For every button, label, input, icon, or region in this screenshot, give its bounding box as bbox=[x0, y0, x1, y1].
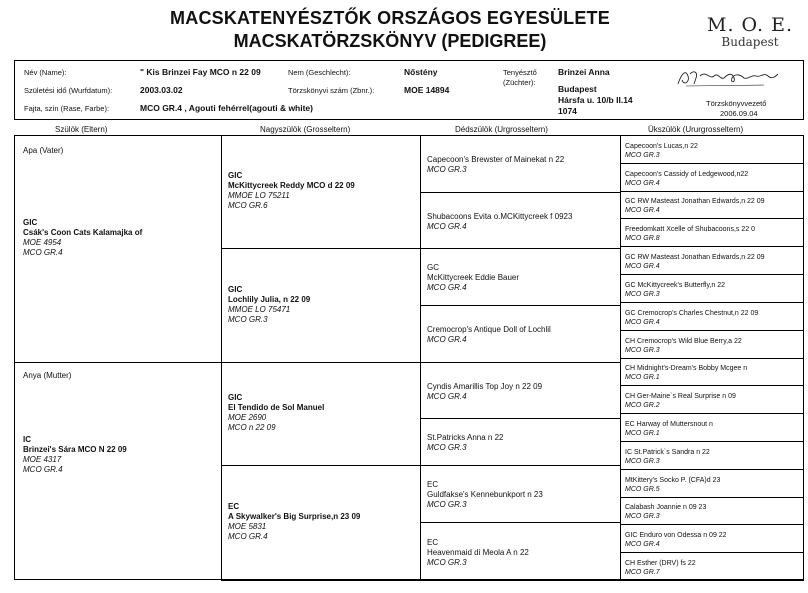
greatgreatgrandparent-entry bbox=[625, 197, 765, 215]
greatgreatgrandparent-cell bbox=[620, 469, 804, 498]
father-title: GIC bbox=[23, 218, 38, 227]
greatgrandparent-breed: MCO GR.4 bbox=[427, 222, 467, 231]
grandparent-cell bbox=[221, 248, 421, 363]
breeder-label-de: (Züchter): bbox=[503, 78, 536, 87]
greatgreatgrandparent-cell bbox=[620, 191, 804, 219]
greatgreatgrandparent-name: GC RW Masteast Jonathan Edwards,n 22 09 bbox=[625, 254, 765, 261]
logo-main: M. O. E. bbox=[707, 14, 793, 36]
grandparent-name: McKittycreek Reddy MCO d 22 09 bbox=[228, 181, 355, 190]
greatgreatgrandparent-name: MtKittery's Socko P. (CFA)d 23 bbox=[625, 477, 721, 484]
greatgreatgrandparent-cell bbox=[620, 218, 804, 247]
greatgrandparent-cell bbox=[420, 465, 621, 523]
mother-title: IC bbox=[23, 435, 31, 444]
col-greatgrandparents: Dédszülök (Urgrosseltern) bbox=[455, 125, 548, 134]
greatgreatgrandparent-entry bbox=[625, 253, 765, 271]
greatgreatgrandparent-breed: MCO GR.1 bbox=[625, 430, 660, 437]
greatgreatgrandparent-entry bbox=[625, 309, 758, 327]
greatgreatgrandparent-name: GIC Enduro von Odessa n 09 22 bbox=[625, 532, 727, 539]
father-name: Csák's Coon Cats Kalamajka of bbox=[23, 228, 143, 237]
grandparent-entry bbox=[228, 502, 360, 542]
greatgreatgrandparent-cell bbox=[620, 413, 804, 442]
grandparent-name: A Skywalker's Big Surprise,n 23 09 bbox=[228, 512, 361, 521]
reg-label: Törzskönyvi szám (Zbnr.): bbox=[288, 86, 375, 95]
signature-icon bbox=[672, 66, 782, 90]
breeder-zip: 1074 bbox=[558, 106, 577, 116]
greatgrandparent-title: EC bbox=[427, 480, 439, 489]
greatgreatgrandparent-breed: MCO GR.3 bbox=[625, 347, 660, 354]
father-cell bbox=[14, 135, 222, 363]
father-entry bbox=[23, 218, 142, 258]
breeder-street: Hársfa u. 10/b II.14 bbox=[558, 95, 633, 105]
greatgrandparent-name: Capecoon's Brewster of Mainekat n 22 bbox=[427, 155, 565, 164]
col-grandparents: Nagyszülök (Grosseltern) bbox=[260, 125, 351, 134]
grandparent-breed: MCO GR.6 bbox=[228, 201, 268, 210]
association-title: MACSKATENYÉSZTŐK ORSZÁGOS EGYESÜLETE bbox=[170, 8, 610, 28]
greatgreatgrandparent-entry bbox=[625, 559, 696, 577]
greatgrandparent-name: Guldfakse's Kennebunkport n 23 bbox=[427, 490, 543, 499]
greatgrandparent-entry bbox=[427, 538, 529, 568]
greatgreatgrandparent-breed: MCO GR.2 bbox=[625, 402, 660, 409]
logo-sub: Budapest bbox=[721, 35, 779, 49]
greatgrandparent-entry bbox=[427, 480, 543, 510]
breeder-name: Brinzei Anna bbox=[558, 67, 610, 77]
greatgreatgrandparent-cell bbox=[620, 441, 804, 470]
sex-value: Nőstény bbox=[404, 67, 438, 77]
birth-label: Születési idő (Wurfdatum): bbox=[24, 86, 113, 95]
greatgrandparent-breed: MCO GR.3 bbox=[427, 558, 467, 567]
greatgreatgrandparent-entry bbox=[625, 142, 698, 160]
grandparent-reg: MMOE LO 75471 bbox=[228, 305, 291, 314]
greatgreatgrandparent-entry bbox=[625, 392, 736, 410]
greatgreatgrandparent-cell bbox=[620, 385, 804, 414]
greatgrandparent-cell bbox=[420, 522, 621, 581]
greatgreatgrandparent-entry bbox=[625, 420, 713, 438]
greatgrandparent-entry bbox=[427, 212, 572, 232]
greatgreatgrandparent-name: IC St.Patrick`s Sandra n 22 bbox=[625, 449, 710, 456]
greatgrandparent-entry bbox=[427, 263, 519, 293]
greatgreatgrandparent-breed: MCO GR.4 bbox=[625, 541, 660, 548]
greatgreatgrandparent-name: CH Midnight's-Dream's Bobby Mcgee n bbox=[625, 365, 748, 372]
grandparent-reg: MOE 2690 bbox=[228, 413, 267, 422]
moe-logo bbox=[700, 14, 800, 49]
breeder-label: Tenyésztő bbox=[503, 68, 537, 77]
grandparent-name: Lochlily Julia, n 22 09 bbox=[228, 295, 311, 304]
pedigree-title: MACSKATÖRZSKÖNYV (PEDIGREE) bbox=[233, 31, 547, 51]
greatgreatgrandparent-breed: MCO GR.4 bbox=[625, 263, 660, 270]
greatgreatgrandparent-entry bbox=[625, 170, 748, 188]
greatgreatgrandparent-breed: MCO GR.5 bbox=[625, 486, 660, 493]
greatgreatgrandparent-name: Capecoon's Lucas,n 22 bbox=[625, 143, 698, 150]
greatgreatgrandparent-name: GC RW Masteast Jonathan Edwards,n 22 09 bbox=[625, 198, 765, 205]
greatgreatgrandparent-entry bbox=[625, 503, 706, 521]
greatgreatgrandparent-cell bbox=[620, 274, 804, 303]
greatgreatgrandparent-cell bbox=[620, 552, 804, 581]
grandparent-entry bbox=[228, 285, 310, 325]
grandparent-title: GIC bbox=[228, 171, 243, 180]
greatgrandparent-cell bbox=[420, 362, 621, 419]
greatgreatgrandparent-cell bbox=[620, 135, 804, 164]
greatgreatgrandparent-breed: MCO GR.4 bbox=[625, 180, 660, 187]
greatgrandparent-entry bbox=[427, 325, 551, 345]
registrar-signature bbox=[672, 66, 782, 90]
breed-label: Fajta, szín (Rase, Farbe): bbox=[24, 104, 110, 113]
greatgrandparent-cell bbox=[420, 192, 621, 249]
father-breed: MCO GR.4 bbox=[23, 248, 63, 257]
mother-cell bbox=[14, 362, 222, 580]
grandparent-name: El Tendido de Sol Manuel bbox=[228, 403, 325, 412]
greatgreatgrandparent-name: CH Cremocrop's Wild Blue Berry,a 22 bbox=[625, 338, 742, 345]
greatgreatgrandparent-breed: MCO GR.3 bbox=[625, 291, 660, 298]
greatgrandparent-name: Cremocrop's Antique Doll of Lochlil bbox=[427, 325, 551, 334]
greatgrandparent-title: EC bbox=[427, 538, 439, 547]
greatgreatgrandparent-breed: MCO GR.3 bbox=[625, 513, 660, 520]
greatgreatgrandparent-entry bbox=[625, 225, 755, 243]
greatgrandparent-breed: MCO GR.4 bbox=[427, 283, 467, 292]
greatgrandparent-cell bbox=[420, 248, 621, 306]
greatgreatgrandparent-cell bbox=[620, 330, 804, 359]
greatgreatgrandparent-name: Capecoon's Cassidy of Ledgewood,n22 bbox=[625, 171, 749, 178]
greatgrandparent-breed: MCO GR.3 bbox=[427, 165, 467, 174]
grandparent-breed: MCO GR.3 bbox=[228, 315, 268, 324]
greatgreatgrandparent-breed: MCO GR.8 bbox=[625, 235, 660, 242]
grandparent-entry bbox=[228, 171, 355, 211]
greatgrandparent-cell bbox=[420, 305, 621, 363]
grandparent-cell bbox=[221, 362, 421, 466]
greatgrandparent-name: Heavenmaid di Meola A n 22 bbox=[427, 548, 529, 557]
greatgrandparent-entry bbox=[427, 382, 542, 402]
greatgreatgrandparent-name: Calabash Joannie n 09 23 bbox=[625, 504, 707, 511]
father-label: Apa (Vater) bbox=[23, 146, 64, 155]
greatgreatgrandparent-breed: MCO GR.1 bbox=[625, 374, 660, 381]
grandparent-cell bbox=[221, 135, 421, 249]
mother-label: Anya (Mutter) bbox=[23, 371, 72, 380]
greatgreatgrandparent-name: CH Esther (DRV) fs 22 bbox=[625, 560, 696, 567]
greatgreatgrandparent-name: CH Ger-Maine`s Real Surprise n 09 bbox=[625, 393, 736, 400]
registrar-label: Törzskönyvvezető bbox=[706, 99, 767, 108]
greatgreatgrandparent-name: GC Cremocrop's Charles Chestnut,n 22 09 bbox=[625, 310, 759, 317]
mother-entry bbox=[23, 435, 127, 475]
greatgrandparent-breed: MCO GR.3 bbox=[427, 443, 467, 452]
greatgreatgrandparent-breed: MCO GR.4 bbox=[625, 319, 660, 326]
greatgrandparent-name: St.Patricks Anna n 22 bbox=[427, 433, 504, 442]
mother-reg: MOE 4317 bbox=[23, 455, 62, 464]
greatgreatgrandparent-name: EC Harway of Muttersnout n bbox=[625, 421, 713, 428]
reg-value: MOE 14894 bbox=[404, 85, 450, 95]
greatgreatgrandparent-entry bbox=[625, 364, 747, 382]
col-greatgreatgrandparents: Ükszülök (Ururgrosseltern) bbox=[648, 125, 744, 134]
mother-name: Brinzei's Sára MCO N 22 09 bbox=[23, 445, 127, 454]
greatgreatgrandparent-cell bbox=[620, 497, 804, 525]
greatgreatgrandparent-cell bbox=[620, 163, 804, 192]
breed-value: MCO GR.4 , Agouti fehérrel(agouti & white) bbox=[140, 103, 313, 113]
greatgreatgrandparent-entry bbox=[625, 476, 720, 494]
grandparent-breed: MCO GR.4 bbox=[228, 532, 268, 541]
greatgrandparent-name: Shubacoons Evita o.MCKittycreek f 0923 bbox=[427, 212, 573, 221]
greatgreatgrandparent-entry bbox=[625, 337, 742, 355]
name-label: Név (Name): bbox=[24, 68, 67, 77]
birth-value: 2003.03.02 bbox=[140, 85, 183, 95]
greatgrandparent-breed: MCO GR.4 bbox=[427, 335, 467, 344]
greatgreatgrandparent-cell bbox=[620, 302, 804, 331]
grandparent-reg: MMOE LO 75211 bbox=[228, 191, 290, 200]
greatgreatgrandparent-breed: MCO GR.4 bbox=[625, 207, 660, 214]
greatgrandparent-breed: MCO GR.4 bbox=[427, 392, 467, 401]
grandparent-entry bbox=[228, 393, 324, 433]
grandparent-reg: MOE 5831 bbox=[228, 522, 267, 531]
greatgrandparent-entry bbox=[427, 155, 564, 175]
greatgreatgrandparent-entry bbox=[625, 281, 725, 299]
greatgreatgrandparent-cell bbox=[620, 358, 804, 386]
greatgreatgrandparent-entry bbox=[625, 531, 727, 549]
grandparent-title: EC bbox=[228, 502, 240, 511]
greatgrandparent-name: Cyndis Amarillis Top Joy n 22 09 bbox=[427, 382, 543, 391]
greatgreatgrandparent-entry bbox=[625, 448, 710, 466]
sex-label: Nem (Geschlecht): bbox=[288, 68, 351, 77]
greatgrandparent-cell bbox=[420, 135, 621, 193]
name-value: " Kis Brinzei Fay MCO n 22 09 bbox=[140, 67, 261, 77]
grandparent-cell bbox=[221, 465, 421, 581]
registrar-date: 2006.09.04 bbox=[720, 109, 758, 118]
greatgreatgrandparent-name: GC McKittycreek's Butterfly,n 22 bbox=[625, 282, 726, 289]
greatgrandparent-title: GC bbox=[427, 263, 439, 272]
greatgreatgrandparent-cell bbox=[620, 524, 804, 553]
greatgrandparent-entry bbox=[427, 433, 504, 453]
greatgrandparent-breed: MCO GR.3 bbox=[427, 500, 467, 509]
greatgrandparent-cell bbox=[420, 418, 621, 466]
greatgreatgrandparent-breed: MCO GR.3 bbox=[625, 458, 660, 465]
grandparent-title: GIC bbox=[228, 393, 243, 402]
grandparent-breed: MCO n 22 09 bbox=[228, 423, 276, 432]
greatgreatgrandparent-breed: MCO GR.7 bbox=[625, 569, 660, 576]
breeder-city: Budapest bbox=[558, 84, 597, 94]
father-reg: MOE 4954 bbox=[23, 238, 62, 247]
mother-breed: MCO GR.4 bbox=[23, 465, 63, 474]
greatgreatgrandparent-breed: MCO GR.3 bbox=[625, 152, 660, 159]
grandparent-title: GIC bbox=[228, 285, 243, 294]
col-parents: Szülök (Eltern) bbox=[55, 125, 108, 134]
greatgreatgrandparent-cell bbox=[620, 246, 804, 275]
greatgreatgrandparent-name: Freedomkatt Xcelle of Shubacoons,s 22 0 bbox=[625, 226, 755, 233]
greatgrandparent-name: McKittycreek Eddie Bauer bbox=[427, 273, 520, 282]
